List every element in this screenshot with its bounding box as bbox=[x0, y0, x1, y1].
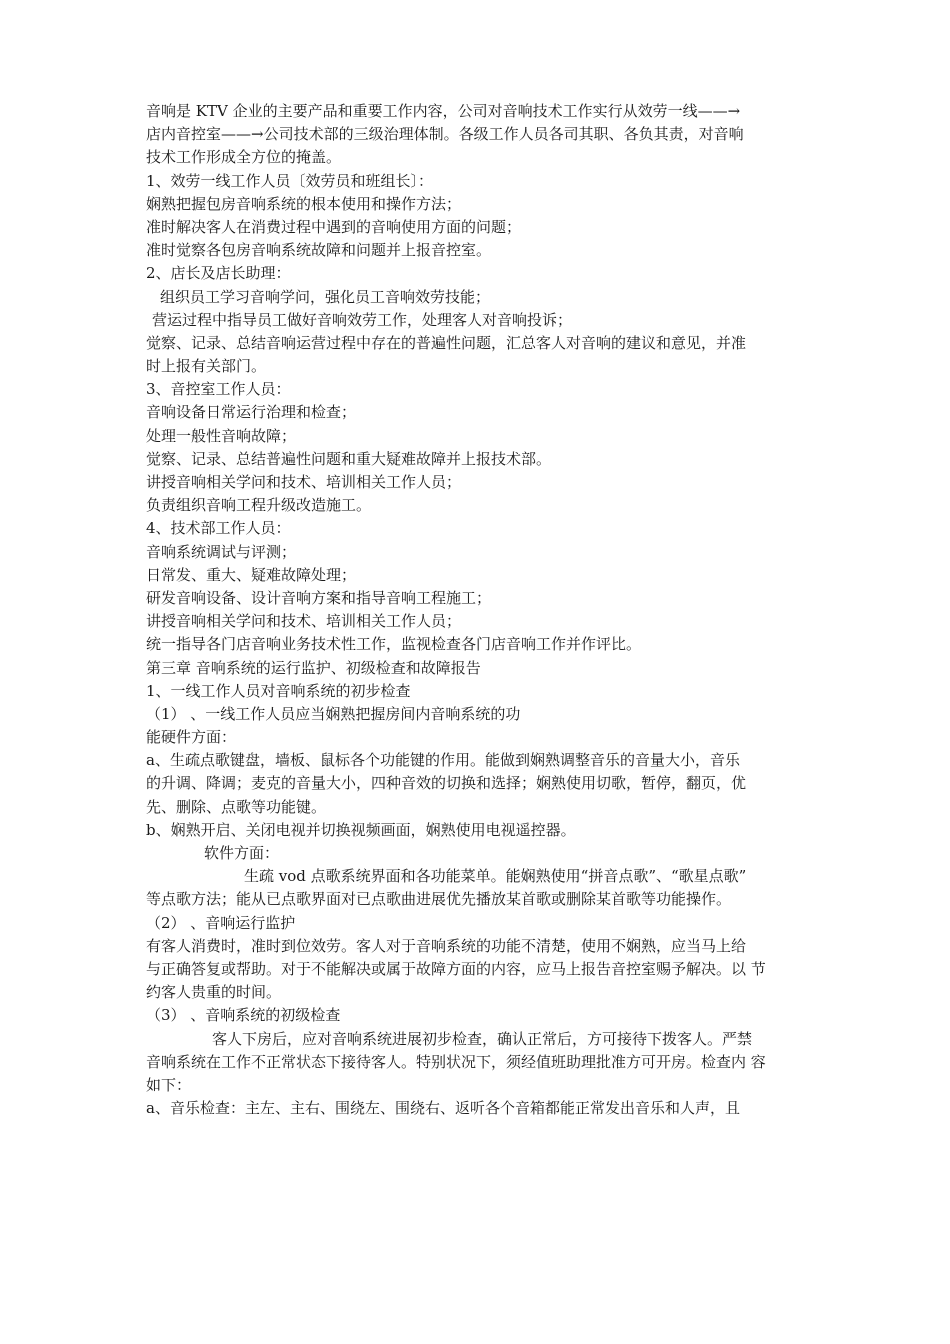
paragraph-line: 客人下房后，应对音响系统进展初步检查，确认正常后，方可接待下拨客人。严禁 bbox=[212, 1029, 753, 1048]
paragraph-line: 生疏 vod 点歌系统界面和各功能菜单。能娴熟使用“拼音点歌”、“歌星点歌” bbox=[244, 867, 747, 886]
list-item: 准时解决客人在消费过程中遇到的音响使用方面的问题； bbox=[146, 217, 522, 236]
paragraph-line: 如下： bbox=[146, 1075, 192, 1094]
paragraph-line: a、音乐检查：主左、主右、围绕左、围绕右、返听各个音箱都能正常发出音乐和人声，且 bbox=[146, 1099, 740, 1118]
section-heading: 3、音控室工作人员： bbox=[146, 380, 291, 399]
paragraph-line: 的升调、降调；麦克的音量大小，四种音效的切换和选择；娴熟使用切歌，暂停，翻页，优 bbox=[146, 774, 747, 793]
list-item: 处理一般性音响故障； bbox=[146, 426, 297, 445]
list-item: 日常发、重大、疑难故障处理； bbox=[146, 565, 357, 584]
list-item: 娴熟把握包房音响系统的根本使用和操作方法； bbox=[146, 194, 462, 213]
list-item: 讲授音响相关学问和技术、培训相关工作人员； bbox=[146, 473, 462, 491]
list-item: 时上报有关部门。 bbox=[146, 357, 267, 376]
paragraph-line: 与正确答复或帮助。对于不能解决或属于故障方面的内容，应马上报告音控室赐予解决。以 节 bbox=[146, 959, 766, 978]
document-page bbox=[146, 100, 812, 1120]
subsection-heading: （1） 、一线工作人员应当娴熟把握房间内音响系统的功 bbox=[146, 704, 521, 723]
list-item: 营运过程中指导员工做好音响效劳工作，处理客人对音响投诉； bbox=[152, 310, 573, 329]
section-heading: 4、技术部工作人员： bbox=[146, 519, 291, 538]
section-heading: 1、效劳一线工作人员〔效劳员和班组长〕： bbox=[146, 171, 434, 190]
paragraph-line: 音响是 KTV 企业的主要产品和重要工作内容，公司对音响技术工作实行从效劳一线——→ bbox=[146, 102, 741, 120]
paragraph-line: a、生疏点歌键盘，墙板、鼠标各个功能键的作用。能做到娴熟调整音乐的音量大小，音乐 bbox=[146, 751, 740, 770]
paragraph-line: b、娴熟开启、关闭电视并切换视频画面，娴熟使用电视遥控器。 bbox=[146, 820, 576, 839]
list-item: 负责组织音响工程升级改造施工。 bbox=[146, 496, 372, 515]
list-item: 音响系统调试与评测； bbox=[146, 542, 297, 561]
list-item: 组织员工学习音响学问，强化员工音响效劳技能； bbox=[160, 287, 491, 306]
paragraph-line: 等点歌方法；能从已点歌界面对已点歌曲进展优先播放某首歌或删除某首歌等功能操作。 bbox=[146, 890, 732, 909]
paragraph-line: 先、删除、点歌等功能键。 bbox=[146, 797, 327, 816]
paragraph-line: 软件方面： bbox=[204, 844, 280, 862]
paragraph-line: 能硬件方面： bbox=[146, 728, 237, 747]
list-item: 觉察、记录、总结音响运营过程中存在的普遍性问题，汇总客人对音响的建议和意见，并准 bbox=[146, 333, 747, 352]
list-item: 统一指导各门店音响业务技术性工作，监视检查各门店音响工作并作评比。 bbox=[146, 635, 642, 654]
section-heading: 2、店长及店长助理： bbox=[146, 264, 291, 283]
list-item: 准时觉察各包房音响系统故障和问题并上报音控室。 bbox=[146, 241, 492, 260]
list-item: 研发音响设备、设计音响方案和指导音响工程施工； bbox=[146, 588, 492, 607]
paragraph-line: 约客人贵重的时间。 bbox=[146, 983, 282, 1002]
list-item: 音响设备日常运行治理和检查； bbox=[146, 403, 357, 422]
section-heading: 1、一线工作人员对音响系统的初步检查 bbox=[146, 681, 411, 700]
paragraph-line: 技术工作形成全方位的掩盖。 bbox=[146, 148, 342, 167]
list-item: 觉察、记录、总结普遍性问题和重大疑难故障并上报技术部。 bbox=[146, 449, 552, 468]
chapter-heading: 第三章 音响系统的运行监护、初级检查和故障报告 bbox=[146, 658, 481, 677]
paragraph-line: 有客人消费时，准时到位效劳。客人对于音响系统的功能不清楚，使用不娴熟，应当马上给 bbox=[146, 936, 747, 955]
subsection-heading: （2） 、音响运行监护 bbox=[146, 913, 296, 932]
paragraph-line: 音响系统在工作不正常状态下接待客人。特别状况下，须经值班助理批准方可开房。检查内 容 bbox=[146, 1052, 766, 1071]
list-item: 讲授音响相关学问和技术、培训相关工作人员； bbox=[146, 612, 462, 631]
paragraph-line: 店内音控室——→公司技术部的三级治理体制。各级工作人员各司其职、各负其责，对音响 bbox=[146, 125, 744, 144]
subsection-heading: （3） 、音响系统的初级检查 bbox=[146, 1006, 341, 1025]
